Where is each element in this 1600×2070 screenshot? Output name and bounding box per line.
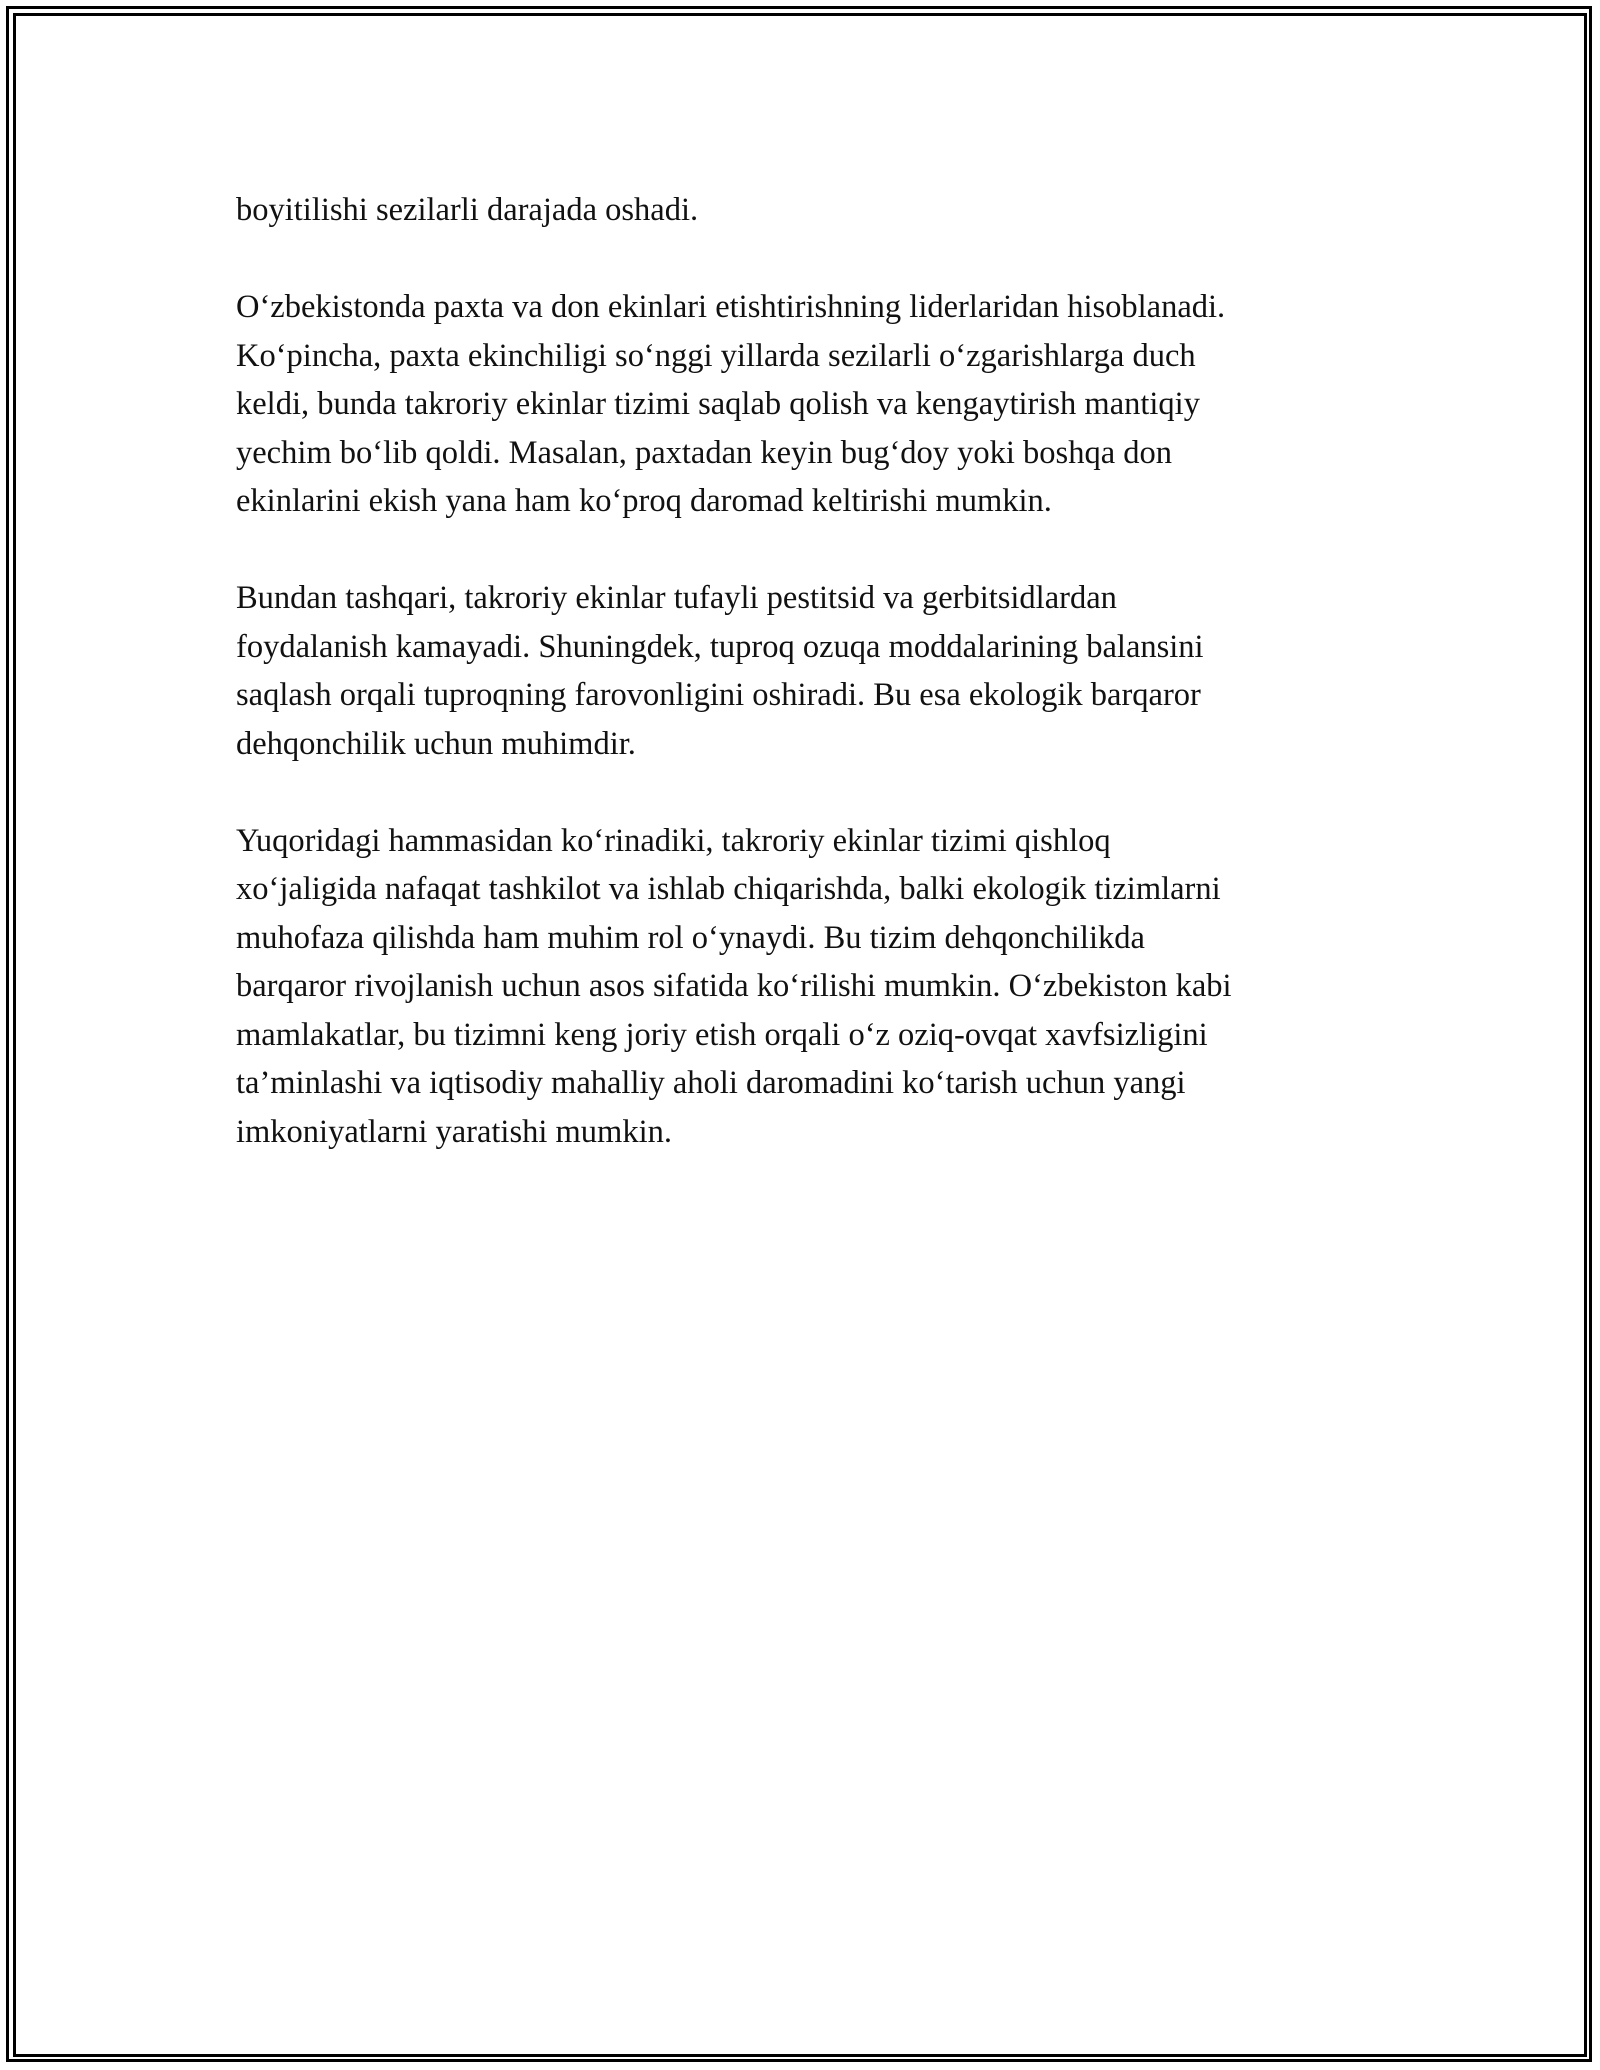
- text-line: xo‘jaligida nafaqat tashkilot va ishlab chiqarishda, balki ekologik tizimlarni: [236, 871, 1221, 907]
- text-line: barqaror rivojlanish uchun asos sifatida ko‘rilishi mumkin. O‘zbekiston kabi: [236, 968, 1232, 1004]
- text-line: foydalanish kamayadi. Shuningdek, tuproq ozuqa moddalarining balansini: [236, 628, 1204, 665]
- text-line: Ko‘pincha, paxta ekinchiligi so‘nggi yillarda sezilarli o‘zgarishlarga duch: [236, 337, 1196, 374]
- text-line: imkoniyatlarni yaratishi mumkin.: [236, 1113, 672, 1150]
- text-line: Bundan tashqari, takroriy ekinlar tufayli pestitsid va gerbitsidlardan: [236, 580, 1117, 616]
- text-line: yechim bo‘lib qoldi. Masalan, paxtadan keyin bug‘doy yoki boshqa don: [236, 434, 1173, 471]
- text-line: keldi, bunda takroriy ekinlar tizimi saqlab qolish va kengaytirish mantiqiy: [236, 386, 1200, 422]
- text-line: ekinlarini ekish yana ham ko‘proq daromad keltirishi mumkin.: [236, 483, 1052, 519]
- text-line: O‘zbekistonda paxta va don ekinlari etishtirishning liderlaridan hisoblanadi.: [236, 289, 1226, 325]
- text-line: ta’minlashi va iqtisodiy mahalliy aholi daromadini ko‘tarish uchun yangi: [236, 1065, 1186, 1101]
- paragraph-1: [236, 186, 1386, 235]
- text-line: saqlash orqali tuproqning farovonligini oshiradi. Bu esa ekologik barqaror: [236, 677, 1201, 713]
- text-line: dehqonchilik uchun muhimdir.: [236, 725, 636, 762]
- text-line: mamlakatlar, bu tizimni keng joriy etish orqali o‘z oziq-ovqat xavfsizligini: [236, 1016, 1208, 1053]
- document-body: [236, 186, 1386, 1205]
- paragraph-2: [236, 283, 1386, 526]
- text-line: Yuqoridagi hammasidan ko‘rinadiki, takroriy ekinlar tizimi qishloq: [236, 822, 1111, 859]
- paragraph-4: [236, 817, 1386, 1157]
- text-line: muhofaza qilishda ham muhim rol o‘ynaydi. Bu tizim dehqonchilikda: [236, 919, 1145, 956]
- paragraph-3: [236, 574, 1386, 768]
- text-line: boyitilishi sezilarli darajada oshadi.: [236, 192, 699, 228]
